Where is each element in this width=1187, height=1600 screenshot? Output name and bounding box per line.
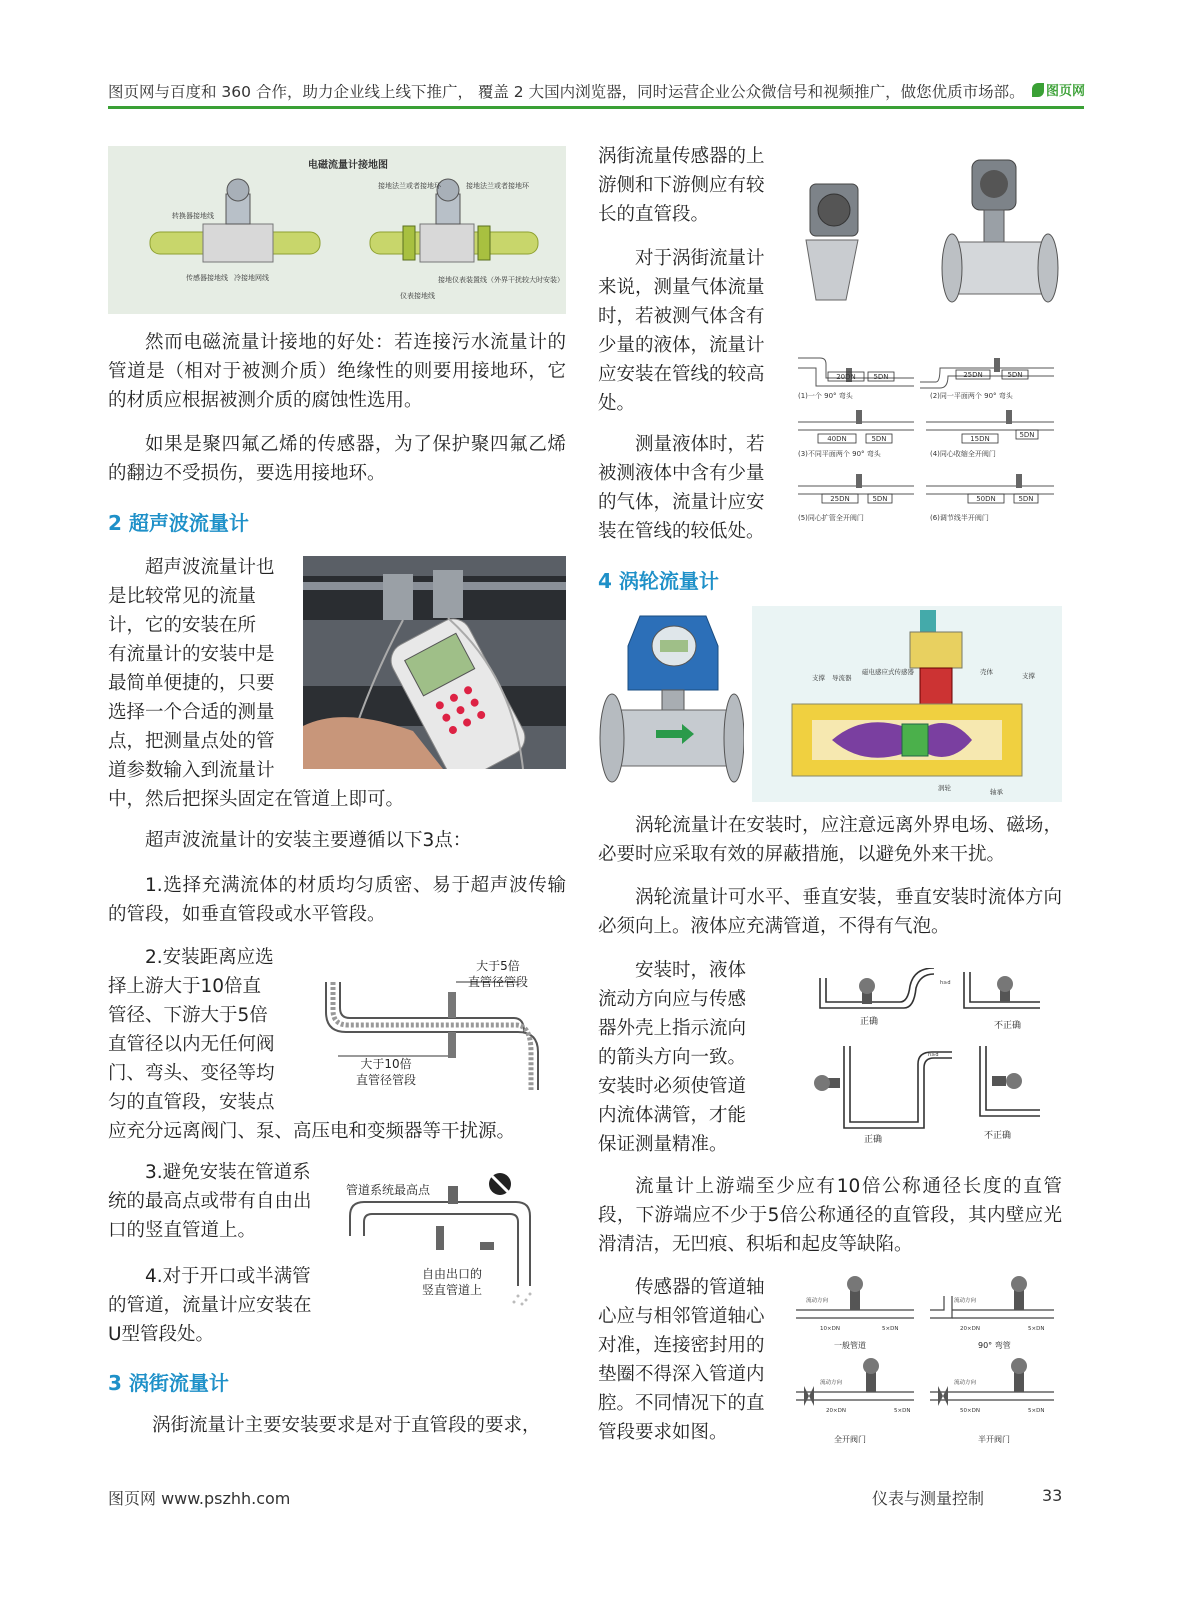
ultra-line: 有流量计的安装中是 xyxy=(108,644,275,665)
turbine-para-2: 涡轮流量计可水平、垂直安装，垂直安装时流体方向必须向上。液体应充满管道，不得有气泡。 xyxy=(598,887,1062,937)
highest-point-diagram xyxy=(340,1166,555,1308)
rule2-line: 择上游大于10倍直 xyxy=(108,976,262,997)
v3-line: 装在管线的较低处。 xyxy=(598,521,765,542)
t3-line: 器外壳上指示流向 xyxy=(598,1018,747,1039)
em-grounding-figure xyxy=(108,146,566,314)
v2-line: 时，若被测气体含有 xyxy=(598,306,765,327)
pipe-label-top-a: 大于5倍 xyxy=(476,959,520,973)
straight-cap-1: 一般管道 xyxy=(834,1341,866,1350)
ultra-line: 超声波流量计也 xyxy=(145,557,275,578)
h-label-2: h≥d xyxy=(928,1052,939,1058)
pipe-label-bot-a: 大于10倍 xyxy=(360,1057,412,1071)
em-paragraph-2: 如果是聚四氟乙烯的传感器，为了保护聚四氟乙烯的翻边不受损伤，要选用接地环。 xyxy=(108,434,566,484)
t5-line: 管段要求如图。 xyxy=(598,1422,728,1443)
ok-label-2: 正确 xyxy=(864,1135,883,1145)
vortex-para-1 xyxy=(598,142,774,229)
high-label-c: 竖直管道上 xyxy=(422,1283,483,1297)
bad-label-1: 不正确 xyxy=(994,1021,1022,1031)
ultra-rule-2-tail: 应充分远离阀门、泵、高压电和变频器等干扰源。 xyxy=(108,1121,516,1142)
bad-label-2: 不正确 xyxy=(984,1131,1012,1141)
turbine-para-3 xyxy=(598,956,766,1159)
vortex-para-2 xyxy=(598,244,774,418)
dim-label: 5×DN xyxy=(1028,1408,1045,1414)
v1-line: 长的直管段。 xyxy=(598,204,710,225)
ultra-line: 道参数输入到流量计 xyxy=(108,760,275,781)
t3-line: 安装时，液体 xyxy=(635,960,747,981)
high-label-b: 自由出口的 xyxy=(422,1267,483,1281)
ultra-line: 计，它的安装在所 xyxy=(108,615,257,636)
dn-label: 25DN xyxy=(963,371,983,379)
ultra-line: 是比较常见的流量 xyxy=(108,586,257,607)
rule2-line: 2.安装距离应选 xyxy=(145,947,274,968)
ultra-rule-4 xyxy=(108,1262,320,1349)
v3-line: 的气体，流量计应安 xyxy=(598,492,765,513)
rule3-line: 口的竖直管道上。 xyxy=(108,1220,257,1241)
dn-label: 50DN xyxy=(976,495,996,503)
t3-line: 安装时必须使管道 xyxy=(598,1076,747,1097)
header-rule xyxy=(108,106,1084,109)
footer-site: 图页网 www.pszhh.com xyxy=(108,1489,291,1508)
ultra-line: 点，把测量点处的管 xyxy=(108,731,275,752)
v1-line: 涡街流量传感器的上 xyxy=(598,146,765,167)
dim-label: 5×DN xyxy=(882,1326,899,1332)
t3-line: 保证测量精准。 xyxy=(598,1134,728,1155)
ultra-rule-2 xyxy=(108,943,288,1117)
rule2-line: 管径、下游大于5倍 xyxy=(108,1005,268,1026)
vortex-meter-photos xyxy=(786,150,1062,310)
ultrasonic-intro xyxy=(108,553,288,785)
flow-dir-label: 流动方向 xyxy=(954,1298,977,1304)
ok-label-1: 正确 xyxy=(860,1017,879,1027)
ultrasonic-photo xyxy=(303,556,566,769)
dn-requirements-diagram xyxy=(790,338,1062,528)
flow-dir-label: 流动方向 xyxy=(806,1298,829,1304)
site-logo xyxy=(1032,80,1085,99)
v1-line: 游侧和下游侧应有较 xyxy=(598,175,765,196)
em-paragraph-1: 然而电磁流量计接地的好处：若连接污水流量计的管道是（相对于被测介质）绝缘性的则要用接地环，它的材质应根据被测介质的腐蚀性选用。 xyxy=(108,332,566,411)
em-figure-title: 电磁流量计接地图 xyxy=(308,160,388,171)
em-label-flange-b: 接地法兰或者接地环 xyxy=(466,182,529,190)
ultra-rule-1: 1.选择充满流体的材质均匀质密、易于超声波传输的管段，如垂直管段或水平管段。 xyxy=(108,875,566,925)
turb-label-support-b: 支撑 xyxy=(1022,672,1035,680)
logo-text: 图页网 xyxy=(1046,84,1086,99)
ultra-tail: 中，然后把探头固定在管道上即可。 xyxy=(108,789,405,810)
dn-label: 5DN xyxy=(871,435,887,443)
turbine-meter-photo xyxy=(598,606,744,802)
t5-line: 对准，连接密封用的 xyxy=(598,1335,765,1356)
dim-label: 5×DN xyxy=(894,1408,911,1414)
section-heading-turbine: 4 涡轮流量计 xyxy=(598,569,719,593)
straight-cap-2: 90° 弯管 xyxy=(978,1341,1011,1350)
dn-label: 40DN xyxy=(827,435,847,443)
flow-dir-label: 流动方向 xyxy=(820,1380,843,1386)
turbine-para-5 xyxy=(598,1273,776,1447)
dn-label: 20DN xyxy=(836,373,856,381)
turb-label-turbine: 涡轮 xyxy=(938,784,951,792)
flow-dir-label: 流动方向 xyxy=(954,1380,977,1386)
v3-line: 被测液体中含有少量 xyxy=(598,463,765,484)
ultra-rule-3 xyxy=(108,1158,320,1245)
dim-label: 20×DN xyxy=(826,1408,846,1414)
rule2-line: 门、弯头、变径等均 xyxy=(108,1063,275,1084)
ultra-rules-intro: 超声波流量计的安装主要遵循以下3点： xyxy=(145,830,472,851)
turbine-para-1: 涡轮流量计在安装时，应注意远离外界电场、磁场，必要时应采取有效的屏蔽措施，以避免外来干扰。 xyxy=(598,815,1062,865)
dn-label: 5DN xyxy=(1018,495,1034,503)
turb-label-shell: 壳体 xyxy=(980,668,993,676)
section-heading-ultrasonic: 2 超声波流量计 xyxy=(108,511,249,535)
dn-caption: (1)一个 90° 弯头 xyxy=(798,392,853,400)
footer-section: 仪表与测量控制 xyxy=(872,1489,985,1508)
turb-label-bearing: 轴承 xyxy=(990,788,1003,796)
em-label-flange-a: 接地法兰或者接地环 xyxy=(378,182,441,190)
straight-pipe-diagram xyxy=(318,952,548,1092)
t3-line: 流动方向应与传感 xyxy=(598,989,747,1010)
vortex-intro: 涡街流量计主要安装要求是对于直管段的要求， xyxy=(152,1415,541,1436)
turbine-cross-section xyxy=(752,606,1062,802)
high-label-a: 管道系统最高点 xyxy=(346,1183,431,1197)
rule4-line: U型管段处。 xyxy=(108,1324,215,1345)
dn-caption: (2)同一平面两个 90° 弯头 xyxy=(930,392,1013,400)
rule2-line: 直管径以内无任何阀 xyxy=(108,1034,275,1055)
dim-label: 10×DN xyxy=(820,1326,840,1332)
straight-cap-4: 半开阀门 xyxy=(978,1435,1010,1444)
dim-label: 20×DN xyxy=(960,1326,980,1332)
rule3-line: 3.避免安装在管道系 xyxy=(145,1162,311,1183)
dn-caption: (6)调节线半开阀门 xyxy=(930,514,989,522)
v2-line: 来说，测量气体流量 xyxy=(598,277,765,298)
straight-section-diagram xyxy=(790,1272,1062,1448)
ultra-line: 最简单便捷的，只要 xyxy=(108,673,275,694)
vortex-para-3 xyxy=(598,430,774,546)
page-number: 33 xyxy=(1042,1486,1063,1505)
dn-label: 5DN xyxy=(873,373,889,381)
dn-caption: (3)不同平面两个 90° 弯头 xyxy=(798,450,881,458)
dn-label: 25DN xyxy=(830,495,850,503)
dn-label: 5DN xyxy=(1007,371,1023,379)
t3-line: 内流体满管，才能 xyxy=(598,1105,747,1126)
section-heading-vortex: 3 涡街流量计 xyxy=(108,1371,229,1395)
em-label-converter-ground: 转换器接地线 xyxy=(172,212,214,220)
dn-caption: (4)同心收缩全开阀门 xyxy=(930,450,996,458)
v3-line: 测量液体时，若 xyxy=(635,434,765,455)
rule2-line: 匀的直管段，安装点 xyxy=(108,1092,275,1113)
leaf-icon xyxy=(1032,83,1044,97)
straight-cap-3: 全开阀门 xyxy=(834,1435,866,1444)
dim-label: 5×DN xyxy=(1028,1326,1045,1332)
dim-label: 50×DN xyxy=(960,1408,980,1414)
rule3-line: 统的最高点或带有自由出 xyxy=(108,1191,312,1212)
page-header: 图页网与百度和 360 合作，助力企业线上线下推广， 覆盖 2 大国内浏览器，同时运营企业公众微信号和视频推广，做您优质市场部。 xyxy=(108,83,1025,101)
em-label-meter-ground: 仪表接地线 xyxy=(400,292,435,300)
v2-line: 应安装在管线的较高 xyxy=(598,364,765,385)
dn-label: 5DN xyxy=(872,495,888,503)
t3-line: 的箭头方向一致。 xyxy=(598,1047,747,1068)
em-label-ground-net: 冷接地网线 xyxy=(234,274,269,282)
t5-line: 腔。不同情况下的直 xyxy=(598,1393,765,1414)
t5-line: 心应与相邻管道轴心 xyxy=(598,1306,765,1327)
v2-line: 少量的液体，流量计 xyxy=(598,335,765,356)
turb-label-guide: 导流器 xyxy=(832,674,852,682)
v2-line: 处。 xyxy=(598,393,636,414)
dn-label: 15DN xyxy=(970,435,990,443)
em-label-device-ground: 接地仪表装置线（外界干扰较大时安装） xyxy=(438,276,564,284)
turb-label-sensor: 磁电感应式传感器 xyxy=(862,668,914,676)
pipe-label-bot-b: 直管径管段 xyxy=(355,1073,417,1087)
v2-line: 对于涡街流量计 xyxy=(635,248,765,269)
dn-label: 5DN xyxy=(1019,431,1035,439)
ultra-line: 选择一个合适的测量 xyxy=(108,702,275,723)
t5-line: 传感器的管道轴 xyxy=(635,1277,765,1298)
rule4-line: 4.对于开口或半满管 xyxy=(145,1266,311,1287)
h-label-1: h≥d xyxy=(940,980,951,986)
turbine-para-4: 流量计上游端至少应有10倍公称通径长度的直管段，下游端应不少于5倍公称通径的直管段，其内壁应光滑清洁，无凹痕、积垢和起皮等缺陷。 xyxy=(598,1176,1062,1255)
dn-caption: (5)同心扩管全开阀门 xyxy=(798,514,864,522)
t5-line: 垫圈不得深入管道内 xyxy=(598,1364,765,1385)
correct-incorrect-diagram xyxy=(804,968,1060,1148)
em-label-sensor-ground: 传感器接地线 xyxy=(186,274,228,282)
turb-label-support-a: 支撑 xyxy=(812,674,825,682)
pipe-label-top-b: 直管径管段 xyxy=(467,975,529,989)
rule4-line: 的管道，流量计应安装在 xyxy=(108,1295,312,1316)
